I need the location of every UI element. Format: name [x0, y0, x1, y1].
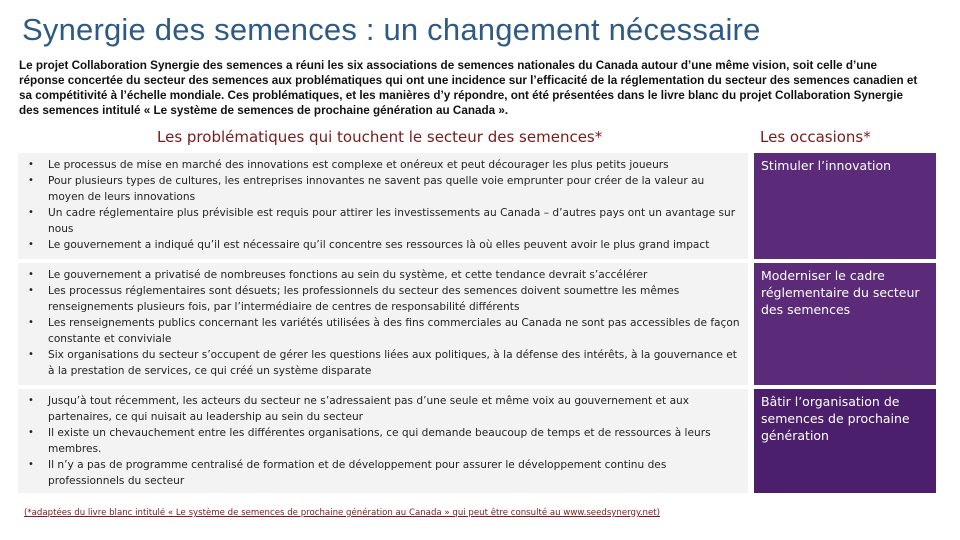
opportunity-cell: Bâtir l’organisation de semences de prochaine génération — [754, 389, 936, 493]
list-item — [18, 457, 748, 489]
bullet-icon: • — [28, 427, 34, 438]
list-item — [18, 157, 748, 173]
bullet-icon: • — [28, 317, 34, 328]
table-row-regulation — [18, 263, 918, 385]
issues-cell — [18, 153, 748, 259]
issue-text: Le gouvernement a indiqué qu’il est nécessaire qu’il concentre ses ressources là où elles peuvent avoir le plus grand impact — [48, 239, 710, 251]
issue-text: Les renseignements publics concernant les variétés utilisées à des fins commerciales au Canada ne sont pas accessibles de façon constante et conviviale — [48, 317, 740, 345]
table-row-organisation — [18, 389, 918, 493]
bullet-icon: • — [28, 269, 34, 280]
table-row-innovation — [18, 153, 918, 259]
opportunity-cell: Stimuler l’innovation — [754, 153, 936, 259]
issues-column-header: Les problématiques qui touchent le secteur des semences* — [157, 128, 603, 146]
issues-list — [18, 157, 748, 253]
issue-text: Pour plusieurs types de cultures, les entreprises innovantes ne savent pas quelle voie emprunter pour créer de la valeur au moyen de leurs innovations — [48, 175, 705, 203]
list-item — [18, 347, 748, 379]
issue-text: Il n’y a pas de programme centralisé de formation et de développement pour assurer le développement continu des professionnels du secteur — [48, 459, 667, 487]
issue-text: Le gouvernement a privatisé de nombreuses fonctions au sein du système, et cette tendance devrait s’accélérer — [48, 269, 648, 281]
list-item — [18, 393, 748, 425]
list-item — [18, 267, 748, 283]
issues-list — [18, 267, 748, 379]
issues-list — [18, 393, 748, 489]
bullet-icon: • — [28, 207, 34, 218]
bullet-icon: • — [28, 395, 34, 406]
opportunity-cell: Moderniser le cadre réglementaire du secteur des semences — [754, 263, 936, 385]
bullet-icon: • — [28, 175, 34, 186]
issue-text: Il existe un chevauchement entre les différentes organisations, ce qui demande beaucoup de temps et de ressources à leurs membres. — [48, 427, 711, 455]
list-item — [18, 425, 748, 457]
intro-paragraph: Le projet Collaboration Synergie des semences a réuni les six associations de semences nationales du Canada autour d’une même vision, soit celle d’une réponse concertée du secteur des semences aux problématiques qui ont une incidence sur l’efficacité de la réglementation du secteur des semences canadien et sa compétitivité à l’échelle mondiale. Ces problématiques, et les manières d’y répondre, ont été présentées dans le livre blanc du projet Collaboration Synergie des semences intitulé « Le système de semences de prochaine génération au Canada ». — [19, 59, 918, 117]
issue-text: Jusqu’à tout récemment, les acteurs du secteur ne s’adressaient pas d’une seule et même voix au gouvernement et aux partenaires, ce qui nuisait au leadership au sein du secteur — [48, 395, 690, 423]
list-item — [18, 205, 748, 237]
list-item — [18, 237, 748, 253]
bullet-icon: • — [28, 285, 34, 296]
list-item — [18, 315, 748, 347]
issue-text: Le processus de mise en marché des innovations est complexe et onéreux et peut décourager les plus petits joueurs — [48, 159, 669, 171]
page-title: Synergie des semences : un changement nécessaire — [22, 12, 761, 47]
list-item — [18, 173, 748, 205]
issues-cell — [18, 389, 748, 493]
opportunities-column-header: Les occasions* — [760, 128, 871, 146]
bullet-icon: • — [28, 459, 34, 470]
issue-text: Un cadre réglementaire plus prévisible est requis pour attirer les investissements au Canada – d’autres pays ont un avantage sur nous — [48, 207, 736, 235]
issue-text: Les processus réglementaires sont désuets; les professionnels du secteur des semences doivent soumettre les mêmes renseignements plusieurs fois, par l’intermédiaire de centres de responsabilité différents — [48, 285, 680, 313]
list-item — [18, 283, 748, 315]
issues-cell — [18, 263, 748, 385]
footnote-source-link[interactable]: (*adaptées du livre blanc intitulé « Le système de semences de prochaine génération au Canada » qui peut être consulté au www.seedsynergy.net) — [24, 508, 661, 518]
bullet-icon: • — [28, 239, 34, 250]
issue-text: Six organisations du secteur s’occupent de gérer les questions liées aux politiques, à la défense des intérêts, à la gouvernance et à la prestation de services, ce qui créé un système disparate — [48, 349, 737, 377]
bullet-icon: • — [28, 349, 34, 360]
bullet-icon: • — [28, 159, 34, 170]
